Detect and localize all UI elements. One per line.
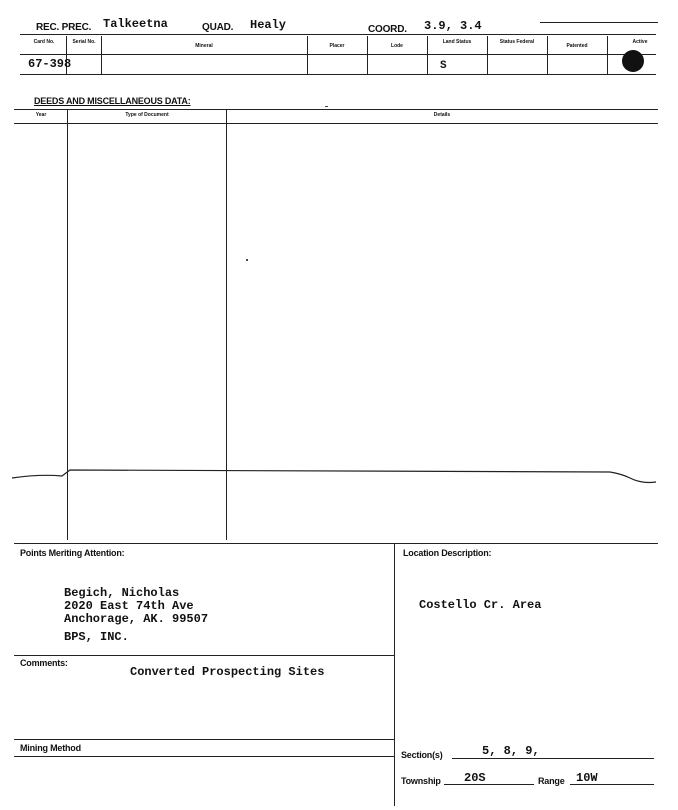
points-line-1: Begich, Nicholas <box>64 586 180 600</box>
col-lode: Lode <box>391 43 403 49</box>
points-label: Points Meriting Attention: <box>20 548 125 558</box>
location-text: Costello Cr. Area <box>419 598 542 612</box>
range-label: Range <box>538 776 565 786</box>
points-company: BPS, INC. <box>64 630 129 644</box>
col-year: Year <box>35 112 47 118</box>
col-status-federal: Status Federal <box>499 39 535 45</box>
section-value: 5, 8, 9, <box>482 744 540 758</box>
location-label: Location Description: <box>403 548 492 558</box>
lower-divider <box>394 544 395 806</box>
col-active: Active <box>632 39 648 45</box>
col-details: Details <box>433 112 451 118</box>
range-value: 10W <box>576 771 598 785</box>
column-header-rule <box>20 54 656 55</box>
rec-prec-value: Talkeetna <box>103 17 168 31</box>
col-serial-no: Serial No. <box>72 39 96 45</box>
col-land-status: Land Status <box>442 39 472 45</box>
col-patented: Patented <box>566 43 588 49</box>
hand-drawn-line <box>10 466 660 490</box>
quad-label: QUAD. <box>202 22 234 33</box>
speck <box>325 106 328 107</box>
comments-text: Converted Prospecting Sites <box>130 665 325 679</box>
mining-method-label: Mining Method <box>20 743 81 753</box>
points-line-2: 2020 East 74th Ave <box>64 599 194 613</box>
comments-label: Comments: <box>20 658 68 668</box>
rec-prec-label: REC. PREC. <box>36 22 92 33</box>
header-rule <box>20 34 656 35</box>
township-value: 20S <box>464 771 486 785</box>
land-status-value: S <box>440 60 447 72</box>
col-type-of-document: Type of Document <box>125 112 169 118</box>
header-top-rule-right <box>540 22 658 23</box>
quad-value: Healy <box>250 18 287 32</box>
active-marker <box>622 50 644 72</box>
speck <box>246 259 248 261</box>
col-placer: Placer <box>329 43 345 49</box>
row-bottom-rule <box>20 74 656 75</box>
points-line-3: Anchorage, AK. 99507 <box>64 612 209 626</box>
coord-value: 3.9, 3.4 <box>424 19 482 33</box>
points-address <box>64 587 208 626</box>
township-label: Township <box>401 776 441 786</box>
section-label: Section(s) <box>401 750 443 760</box>
col-mineral: Mineral <box>195 43 213 49</box>
deeds-title: DEEDS AND MISCELLANEOUS DATA: <box>34 96 191 106</box>
col-card-no: Card No. <box>33 39 55 45</box>
coord-label: COORD. <box>368 24 407 35</box>
lower-section-rule <box>14 543 658 544</box>
card-no-value: 67-398 <box>28 57 72 71</box>
